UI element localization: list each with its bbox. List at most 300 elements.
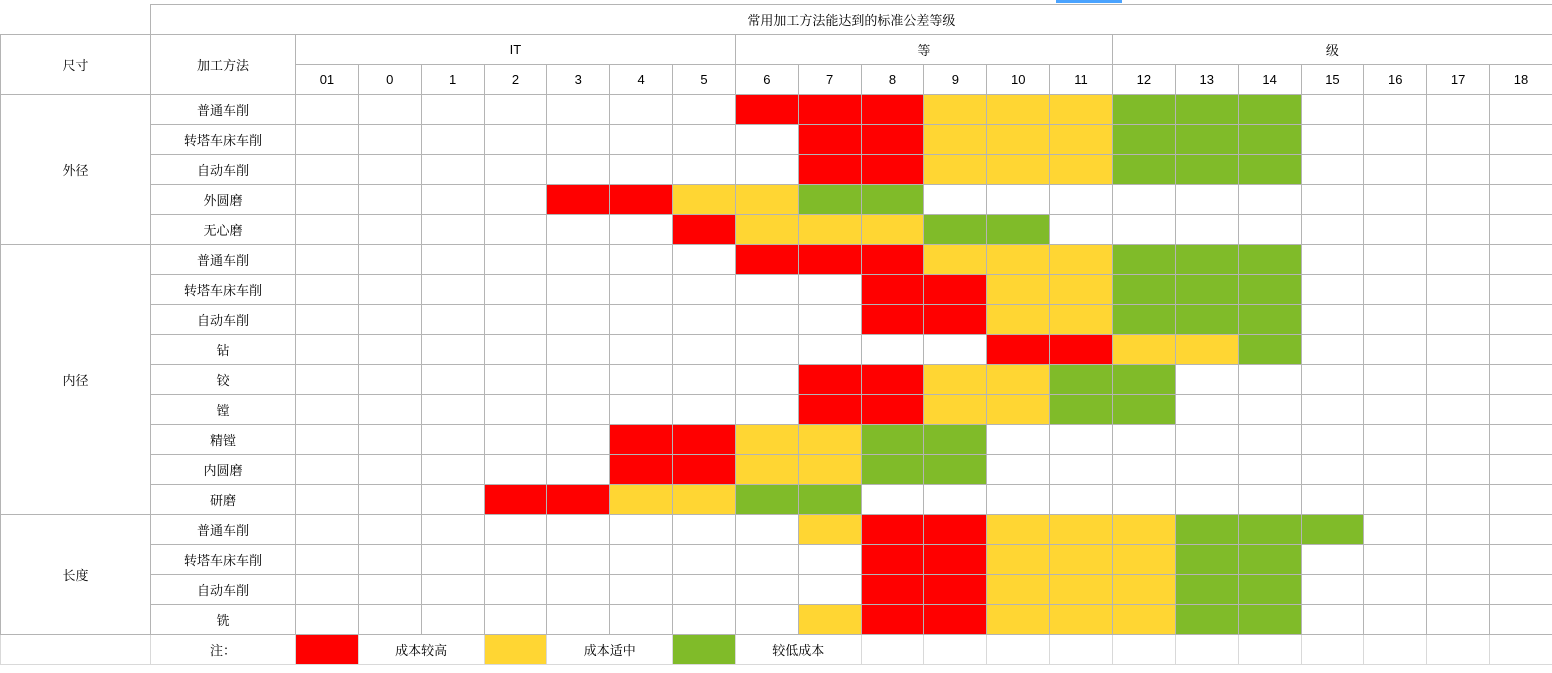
cell-high-cost-it8 bbox=[861, 545, 924, 575]
cell-high-cost-it8 bbox=[861, 305, 924, 335]
cell-high-cost-it8 bbox=[861, 575, 924, 605]
cell-medium-cost-it10 bbox=[987, 395, 1050, 425]
cell-empty-it17 bbox=[1427, 395, 1490, 425]
group-label-1: 内径 bbox=[1, 245, 151, 515]
cell-empty-it10 bbox=[987, 425, 1050, 455]
cell-medium-cost-it8 bbox=[861, 215, 924, 245]
cell-empty-it2 bbox=[484, 575, 547, 605]
cell-medium-cost-it11 bbox=[1050, 155, 1113, 185]
cell-empty-it17 bbox=[1427, 215, 1490, 245]
cell-medium-cost-it10 bbox=[987, 275, 1050, 305]
header-grade-6: 6 bbox=[735, 65, 798, 95]
cell-empty-it5 bbox=[673, 125, 736, 155]
legend-pad-cell bbox=[1050, 635, 1113, 665]
legend-pad-cell bbox=[987, 635, 1050, 665]
cell-medium-cost-it11 bbox=[1050, 575, 1113, 605]
cell-empty-it6 bbox=[735, 335, 798, 365]
header-grade-9: 9 bbox=[924, 65, 987, 95]
table-row bbox=[1, 485, 1552, 515]
cell-empty-it01 bbox=[296, 365, 359, 395]
table-row bbox=[1, 215, 1552, 245]
method-label: 转塔车床车削 bbox=[151, 545, 296, 575]
cell-medium-cost-it9 bbox=[924, 245, 987, 275]
cell-empty-it0 bbox=[358, 455, 421, 485]
window-top-strip bbox=[0, 0, 1552, 4]
cell-empty-it0 bbox=[358, 125, 421, 155]
cell-empty-it16 bbox=[1364, 365, 1427, 395]
header-grade-7: 7 bbox=[798, 65, 861, 95]
cell-empty-it17 bbox=[1427, 335, 1490, 365]
cell-empty-it13 bbox=[1175, 365, 1238, 395]
cell-empty-it1 bbox=[421, 425, 484, 455]
cell-empty-it18 bbox=[1490, 425, 1552, 455]
cell-empty-it5 bbox=[673, 515, 736, 545]
cell-empty-it8 bbox=[861, 485, 924, 515]
cell-empty-it5 bbox=[673, 575, 736, 605]
header-it: IT bbox=[296, 35, 736, 65]
cell-low-cost-it8 bbox=[861, 455, 924, 485]
cell-empty-it9 bbox=[924, 485, 987, 515]
cell-empty-it01 bbox=[296, 95, 359, 125]
cell-low-cost-it12 bbox=[1112, 245, 1175, 275]
method-label: 研磨 bbox=[151, 485, 296, 515]
method-label: 转塔车床车削 bbox=[151, 125, 296, 155]
cell-medium-cost-it6 bbox=[735, 185, 798, 215]
cell-empty-it01 bbox=[296, 185, 359, 215]
cell-high-cost-it9 bbox=[924, 545, 987, 575]
cell-high-cost-it3 bbox=[547, 185, 610, 215]
cell-empty-it01 bbox=[296, 515, 359, 545]
cell-empty-it01 bbox=[296, 275, 359, 305]
cell-empty-it2 bbox=[484, 275, 547, 305]
cell-empty-it3 bbox=[547, 245, 610, 275]
table-row bbox=[1, 425, 1552, 455]
cell-empty-it6 bbox=[735, 545, 798, 575]
cell-empty-it16 bbox=[1364, 95, 1427, 125]
cell-empty-it2 bbox=[484, 95, 547, 125]
cell-empty-it15 bbox=[1301, 425, 1364, 455]
cell-high-cost-it8 bbox=[861, 125, 924, 155]
header-grade-01: 01 bbox=[296, 65, 359, 95]
cell-high-cost-it5 bbox=[673, 425, 736, 455]
cell-empty-it15 bbox=[1301, 95, 1364, 125]
cell-empty-it15 bbox=[1301, 215, 1364, 245]
cell-empty-it17 bbox=[1427, 455, 1490, 485]
table-row bbox=[1, 125, 1552, 155]
table-row bbox=[1, 245, 1552, 275]
cell-low-cost-it12 bbox=[1112, 95, 1175, 125]
cell-empty-it9 bbox=[924, 335, 987, 365]
cell-empty-it15 bbox=[1301, 155, 1364, 185]
cell-low-cost-it9 bbox=[924, 215, 987, 245]
cell-empty-it14 bbox=[1238, 485, 1301, 515]
cell-empty-it6 bbox=[735, 605, 798, 635]
cell-empty-it2 bbox=[484, 365, 547, 395]
legend-pad-cell bbox=[1112, 635, 1175, 665]
cell-empty-it13 bbox=[1175, 215, 1238, 245]
cell-low-cost-it13 bbox=[1175, 125, 1238, 155]
cell-high-cost-it11 bbox=[1050, 335, 1113, 365]
cell-medium-cost-it6 bbox=[735, 455, 798, 485]
cell-empty-it16 bbox=[1364, 515, 1427, 545]
cell-empty-it18 bbox=[1490, 605, 1552, 635]
cell-empty-it11 bbox=[1050, 485, 1113, 515]
cell-empty-it4 bbox=[610, 305, 673, 335]
cell-high-cost-it7 bbox=[798, 155, 861, 185]
cell-empty-it3 bbox=[547, 215, 610, 245]
cell-empty-it5 bbox=[673, 275, 736, 305]
cell-empty-it0 bbox=[358, 365, 421, 395]
legend-pad-cell bbox=[1490, 635, 1552, 665]
cell-empty-it15 bbox=[1301, 575, 1364, 605]
cell-empty-it2 bbox=[484, 335, 547, 365]
header-row-top bbox=[1, 35, 1552, 65]
method-label: 自动车削 bbox=[151, 575, 296, 605]
table-row bbox=[1, 395, 1552, 425]
cell-empty-it17 bbox=[1427, 155, 1490, 185]
cell-empty-it5 bbox=[673, 245, 736, 275]
title-row bbox=[1, 5, 1552, 35]
cell-empty-it6 bbox=[735, 155, 798, 185]
cell-high-cost-it8 bbox=[861, 245, 924, 275]
cell-medium-cost-it4 bbox=[610, 485, 673, 515]
cell-low-cost-it6 bbox=[735, 485, 798, 515]
cell-empty-it3 bbox=[547, 575, 610, 605]
method-label: 普通车削 bbox=[151, 95, 296, 125]
cell-high-cost-it7 bbox=[798, 125, 861, 155]
header-grade-5: 5 bbox=[673, 65, 736, 95]
cell-high-cost-it7 bbox=[798, 365, 861, 395]
cell-empty-it5 bbox=[673, 365, 736, 395]
cell-medium-cost-it9 bbox=[924, 395, 987, 425]
cell-medium-cost-it11 bbox=[1050, 305, 1113, 335]
cell-low-cost-it14 bbox=[1238, 125, 1301, 155]
cell-empty-it15 bbox=[1301, 365, 1364, 395]
cell-empty-it1 bbox=[421, 215, 484, 245]
cell-empty-it18 bbox=[1490, 155, 1552, 185]
cell-high-cost-it4 bbox=[610, 185, 673, 215]
cell-high-cost-it7 bbox=[798, 395, 861, 425]
cell-high-cost-it7 bbox=[798, 95, 861, 125]
cell-empty-it17 bbox=[1427, 95, 1490, 125]
cell-empty-it17 bbox=[1427, 485, 1490, 515]
cell-empty-it01 bbox=[296, 455, 359, 485]
header-grade-1: 等 bbox=[735, 35, 1112, 65]
cell-empty-it17 bbox=[1427, 305, 1490, 335]
cell-empty-it18 bbox=[1490, 335, 1552, 365]
cell-empty-it1 bbox=[421, 575, 484, 605]
cell-low-cost-it14 bbox=[1238, 95, 1301, 125]
table-row bbox=[1, 365, 1552, 395]
cell-empty-it4 bbox=[610, 365, 673, 395]
cell-high-cost-it8 bbox=[861, 395, 924, 425]
cell-high-cost-it8 bbox=[861, 515, 924, 545]
cell-medium-cost-it10 bbox=[987, 95, 1050, 125]
cell-empty-it3 bbox=[547, 305, 610, 335]
cell-empty-it0 bbox=[358, 215, 421, 245]
cell-empty-it14 bbox=[1238, 185, 1301, 215]
cell-low-cost-it13 bbox=[1175, 305, 1238, 335]
cell-medium-cost-it11 bbox=[1050, 95, 1113, 125]
cell-empty-it2 bbox=[484, 395, 547, 425]
cell-empty-it15 bbox=[1301, 125, 1364, 155]
cell-empty-it13 bbox=[1175, 455, 1238, 485]
blue-accent-bar bbox=[1056, 0, 1122, 3]
cell-empty-it12 bbox=[1112, 485, 1175, 515]
cell-high-cost-it8 bbox=[861, 365, 924, 395]
cell-empty-it4 bbox=[610, 545, 673, 575]
cell-low-cost-it11 bbox=[1050, 365, 1113, 395]
table-row bbox=[1, 335, 1552, 365]
cell-medium-cost-it11 bbox=[1050, 245, 1113, 275]
table-row bbox=[1, 155, 1552, 185]
cell-empty-it17 bbox=[1427, 425, 1490, 455]
page-title: 常用加工方法能达到的标准公差等级 bbox=[151, 5, 1552, 35]
cell-empty-it12 bbox=[1112, 425, 1175, 455]
cell-empty-it7 bbox=[798, 575, 861, 605]
cell-empty-it3 bbox=[547, 125, 610, 155]
cell-empty-it6 bbox=[735, 275, 798, 305]
cell-empty-it2 bbox=[484, 605, 547, 635]
header-grade-12: 12 bbox=[1112, 65, 1175, 95]
cell-empty-it18 bbox=[1490, 515, 1552, 545]
cell-empty-it4 bbox=[610, 605, 673, 635]
legend-text-1: 成本适中 bbox=[547, 635, 673, 665]
cell-low-cost-it8 bbox=[861, 425, 924, 455]
cell-empty-it6 bbox=[735, 305, 798, 335]
cell-empty-it17 bbox=[1427, 575, 1490, 605]
cell-empty-it2 bbox=[484, 215, 547, 245]
header-grade-13: 13 bbox=[1175, 65, 1238, 95]
cell-empty-it15 bbox=[1301, 305, 1364, 335]
cell-high-cost-it6 bbox=[735, 245, 798, 275]
cell-low-cost-it14 bbox=[1238, 305, 1301, 335]
header-grade-18: 18 bbox=[1490, 65, 1552, 95]
legend-row bbox=[1, 635, 1552, 665]
legend-text-2: 较低成本 bbox=[735, 635, 861, 665]
method-label: 镗 bbox=[151, 395, 296, 425]
cell-high-cost-it5 bbox=[673, 215, 736, 245]
cell-empty-it6 bbox=[735, 125, 798, 155]
header-method: 加工方法 bbox=[151, 35, 296, 95]
cell-empty-it16 bbox=[1364, 605, 1427, 635]
cell-empty-it16 bbox=[1364, 545, 1427, 575]
cell-empty-it7 bbox=[798, 305, 861, 335]
cell-empty-it01 bbox=[296, 125, 359, 155]
cell-empty-it5 bbox=[673, 305, 736, 335]
cell-empty-it7 bbox=[798, 275, 861, 305]
cell-high-cost-it9 bbox=[924, 515, 987, 545]
cell-empty-it16 bbox=[1364, 155, 1427, 185]
cell-empty-it4 bbox=[610, 395, 673, 425]
cell-empty-it16 bbox=[1364, 305, 1427, 335]
cell-low-cost-it12 bbox=[1112, 365, 1175, 395]
cell-high-cost-it9 bbox=[924, 275, 987, 305]
cell-empty-it3 bbox=[547, 605, 610, 635]
cell-empty-it3 bbox=[547, 545, 610, 575]
cell-empty-it18 bbox=[1490, 215, 1552, 245]
cell-medium-cost-it12 bbox=[1112, 605, 1175, 635]
cell-empty-it17 bbox=[1427, 365, 1490, 395]
cell-empty-it1 bbox=[421, 605, 484, 635]
cell-empty-it2 bbox=[484, 125, 547, 155]
cell-empty-it13 bbox=[1175, 395, 1238, 425]
cell-medium-cost-it13 bbox=[1175, 335, 1238, 365]
cell-low-cost-it12 bbox=[1112, 155, 1175, 185]
cell-medium-cost-it10 bbox=[987, 305, 1050, 335]
cell-medium-cost-it10 bbox=[987, 245, 1050, 275]
cell-empty-it16 bbox=[1364, 425, 1427, 455]
cell-empty-it4 bbox=[610, 95, 673, 125]
cell-high-cost-it7 bbox=[798, 245, 861, 275]
cell-medium-cost-it9 bbox=[924, 125, 987, 155]
cell-low-cost-it7 bbox=[798, 185, 861, 215]
cell-empty-it01 bbox=[296, 485, 359, 515]
cell-empty-it13 bbox=[1175, 185, 1238, 215]
legend-text-0: 成本较高 bbox=[358, 635, 484, 665]
cell-empty-it1 bbox=[421, 485, 484, 515]
cell-medium-cost-it11 bbox=[1050, 515, 1113, 545]
cell-low-cost-it14 bbox=[1238, 245, 1301, 275]
cell-empty-it17 bbox=[1427, 515, 1490, 545]
cell-empty-it11 bbox=[1050, 425, 1113, 455]
cell-low-cost-it14 bbox=[1238, 335, 1301, 365]
legend-swatch-1 bbox=[484, 635, 547, 665]
legend-pad-1 bbox=[1, 635, 151, 665]
cell-empty-it14 bbox=[1238, 425, 1301, 455]
cell-empty-it0 bbox=[358, 185, 421, 215]
cell-empty-it14 bbox=[1238, 215, 1301, 245]
cell-empty-it2 bbox=[484, 245, 547, 275]
legend-pad-cell bbox=[1427, 635, 1490, 665]
cell-empty-it3 bbox=[547, 275, 610, 305]
cell-empty-it10 bbox=[987, 185, 1050, 215]
method-label: 普通车削 bbox=[151, 245, 296, 275]
method-label: 普通车削 bbox=[151, 515, 296, 545]
cell-medium-cost-it11 bbox=[1050, 275, 1113, 305]
cell-empty-it15 bbox=[1301, 395, 1364, 425]
cell-empty-it18 bbox=[1490, 485, 1552, 515]
cell-empty-it01 bbox=[296, 395, 359, 425]
cell-medium-cost-it11 bbox=[1050, 125, 1113, 155]
cell-medium-cost-it10 bbox=[987, 515, 1050, 545]
cell-high-cost-it9 bbox=[924, 605, 987, 635]
tolerance-grade-table bbox=[0, 4, 1552, 665]
method-label: 钻 bbox=[151, 335, 296, 365]
cell-empty-it3 bbox=[547, 155, 610, 185]
cell-empty-it15 bbox=[1301, 455, 1364, 485]
cell-high-cost-it8 bbox=[861, 275, 924, 305]
method-label: 外圆磨 bbox=[151, 185, 296, 215]
cell-low-cost-it13 bbox=[1175, 575, 1238, 605]
header-grade-3: 3 bbox=[547, 65, 610, 95]
cell-empty-it17 bbox=[1427, 545, 1490, 575]
cell-empty-it3 bbox=[547, 515, 610, 545]
cell-empty-it18 bbox=[1490, 275, 1552, 305]
cell-medium-cost-it12 bbox=[1112, 545, 1175, 575]
cell-high-cost-it2 bbox=[484, 485, 547, 515]
cell-empty-it12 bbox=[1112, 455, 1175, 485]
cell-empty-it15 bbox=[1301, 245, 1364, 275]
cell-empty-it10 bbox=[987, 485, 1050, 515]
cell-medium-cost-it12 bbox=[1112, 335, 1175, 365]
header-grade-4: 4 bbox=[610, 65, 673, 95]
header-grade-17: 17 bbox=[1427, 65, 1490, 95]
cell-empty-it4 bbox=[610, 245, 673, 275]
cell-high-cost-it5 bbox=[673, 455, 736, 485]
cell-empty-it18 bbox=[1490, 245, 1552, 275]
cell-empty-it1 bbox=[421, 305, 484, 335]
cell-empty-it1 bbox=[421, 395, 484, 425]
table-row bbox=[1, 575, 1552, 605]
cell-low-cost-it13 bbox=[1175, 245, 1238, 275]
cell-empty-it2 bbox=[484, 185, 547, 215]
cell-empty-it3 bbox=[547, 425, 610, 455]
cell-empty-it6 bbox=[735, 395, 798, 425]
cell-high-cost-it8 bbox=[861, 605, 924, 635]
cell-empty-it5 bbox=[673, 155, 736, 185]
legend-pad-cell bbox=[861, 635, 924, 665]
cell-empty-it01 bbox=[296, 605, 359, 635]
method-label: 铣 bbox=[151, 605, 296, 635]
cell-empty-it16 bbox=[1364, 125, 1427, 155]
cell-medium-cost-it7 bbox=[798, 455, 861, 485]
table-row bbox=[1, 515, 1552, 545]
cell-low-cost-it12 bbox=[1112, 395, 1175, 425]
cell-high-cost-it4 bbox=[610, 455, 673, 485]
cell-high-cost-it3 bbox=[547, 485, 610, 515]
cell-empty-it3 bbox=[547, 395, 610, 425]
cell-empty-it01 bbox=[296, 155, 359, 185]
header-grade-2: 级 bbox=[1112, 35, 1552, 65]
cell-empty-it01 bbox=[296, 425, 359, 455]
legend-swatch-0 bbox=[296, 635, 359, 665]
cell-low-cost-it14 bbox=[1238, 155, 1301, 185]
cell-empty-it0 bbox=[358, 425, 421, 455]
cell-empty-it18 bbox=[1490, 395, 1552, 425]
cell-low-cost-it13 bbox=[1175, 605, 1238, 635]
table-row bbox=[1, 95, 1552, 125]
cell-empty-it18 bbox=[1490, 185, 1552, 215]
cell-empty-it1 bbox=[421, 455, 484, 485]
cell-medium-cost-it10 bbox=[987, 125, 1050, 155]
cell-low-cost-it13 bbox=[1175, 545, 1238, 575]
method-label: 转塔车床车削 bbox=[151, 275, 296, 305]
cell-empty-it0 bbox=[358, 305, 421, 335]
cell-empty-it6 bbox=[735, 365, 798, 395]
cell-medium-cost-it7 bbox=[798, 425, 861, 455]
group-label-2: 长度 bbox=[1, 515, 151, 635]
cell-low-cost-it13 bbox=[1175, 155, 1238, 185]
cell-low-cost-it7 bbox=[798, 485, 861, 515]
legend-pad-cell bbox=[924, 635, 987, 665]
header-grade-8: 8 bbox=[861, 65, 924, 95]
header-grade-2: 2 bbox=[484, 65, 547, 95]
cell-empty-it15 bbox=[1301, 275, 1364, 305]
cell-empty-it1 bbox=[421, 545, 484, 575]
cell-medium-cost-it5 bbox=[673, 185, 736, 215]
cell-empty-it17 bbox=[1427, 275, 1490, 305]
cell-empty-it3 bbox=[547, 365, 610, 395]
method-label: 铰 bbox=[151, 365, 296, 395]
cell-empty-it17 bbox=[1427, 605, 1490, 635]
cell-empty-it15 bbox=[1301, 605, 1364, 635]
cell-low-cost-it14 bbox=[1238, 545, 1301, 575]
cell-empty-it4 bbox=[610, 335, 673, 365]
cell-empty-it18 bbox=[1490, 95, 1552, 125]
cell-empty-it0 bbox=[358, 275, 421, 305]
cell-empty-it5 bbox=[673, 605, 736, 635]
